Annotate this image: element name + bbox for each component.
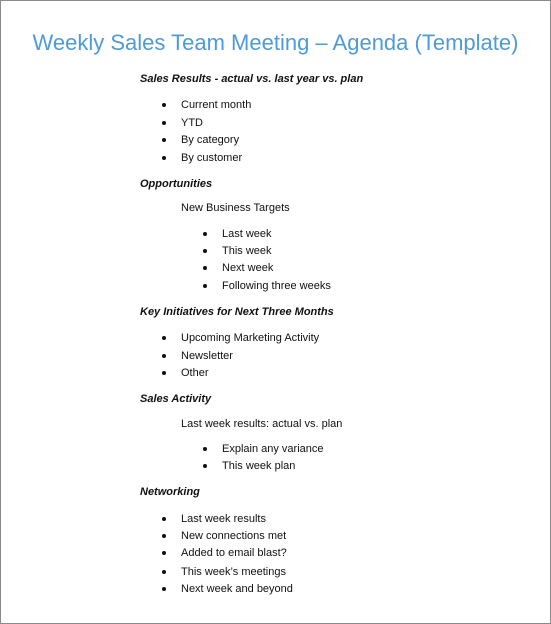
section-heading-key-initiatives: Key Initiatives for Next Three Months: [140, 306, 334, 318]
list-item: Newsletter: [181, 350, 233, 362]
bullet-icon: [203, 249, 207, 253]
list-item: Explain any variance: [222, 443, 324, 455]
bullet-icon: [162, 354, 166, 358]
bullet-icon: [162, 138, 166, 142]
bullet-icon: [203, 447, 207, 451]
bullet-icon: [162, 103, 166, 107]
list-item: Other: [181, 367, 209, 379]
list-item: By category: [181, 134, 240, 146]
list-item: Last week results: [181, 513, 266, 525]
list-item: Following three weeks: [222, 280, 331, 292]
bullet-icon: [203, 232, 207, 236]
section-heading-opportunities: Opportunities: [140, 178, 213, 190]
bullet-icon: [203, 266, 207, 270]
document-title: Weekly Sales Team Meeting – Agenda (Template): [32, 30, 519, 55]
subheading-last-week-results: Last week results: actual vs. plan: [181, 418, 343, 430]
bullet-icon: [203, 464, 207, 468]
subheading-new-business-targets: New Business Targets: [181, 202, 290, 214]
list-item: YTD: [181, 117, 203, 129]
bullet-icon: [162, 534, 166, 538]
section-heading-sales-results: Sales Results - actual vs. last year vs. plan: [140, 73, 364, 85]
list-item: Last week: [222, 228, 272, 240]
section-heading-sales-activity: Sales Activity: [140, 393, 212, 405]
list-item: Current month: [181, 99, 252, 111]
list-item: By customer: [181, 152, 243, 164]
bullet-icon: [162, 587, 166, 591]
list-item: Upcoming Marketing Activity: [181, 332, 320, 344]
list-item: Next week and beyond: [181, 583, 293, 595]
list-item: Added to email blast?: [181, 547, 287, 559]
bullet-icon: [162, 371, 166, 375]
bullet-icon: [162, 517, 166, 521]
list-item: This week’s meetings: [181, 566, 286, 578]
bullet-icon: [162, 121, 166, 125]
bullet-icon: [162, 551, 166, 555]
bullet-icon: [162, 336, 166, 340]
section-heading-networking: Networking: [140, 486, 200, 498]
list-item: This week plan: [222, 460, 296, 472]
list-item: This week: [222, 245, 272, 257]
list-item: New connections met: [181, 530, 287, 542]
bullet-icon: [162, 570, 166, 574]
bullet-icon: [203, 284, 207, 288]
list-item: Next week: [222, 262, 274, 274]
bullet-icon: [162, 156, 166, 160]
